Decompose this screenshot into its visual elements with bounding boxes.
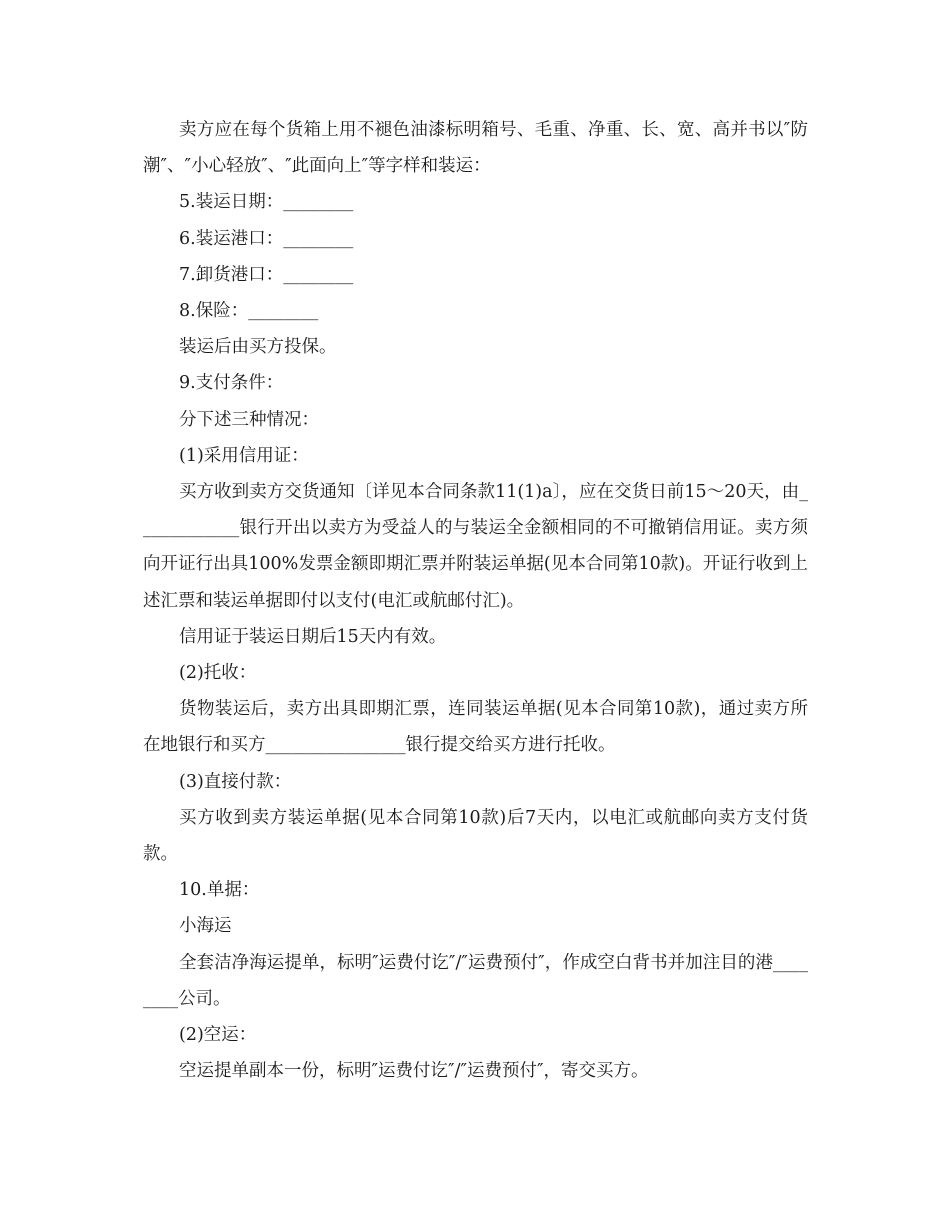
paragraph-port-of-loading: 6.装运港口：________: [179, 228, 354, 249]
document-body: [143, 112, 808, 1089]
paragraph-collection-heading: (2)托收：: [179, 663, 257, 684]
paragraph-shipment-date: 5.装运日期：________: [179, 192, 354, 213]
paragraph-direct-payment-heading: (3)直接付款：: [179, 771, 292, 792]
paragraph-packing-marks: 卖方应在每个货箱上用不褪色油漆标明箱号、毛重、净重、长、宽、高并书以″防潮″、″小心轻放″、″此面向上″等字样和装运：: [143, 120, 808, 177]
paragraph-insurance-note: 装运后由买方投保。: [179, 337, 337, 358]
paragraph-bill-of-lading: 全套洁净海运提单，标明″运费付讫″/″运费预付″，作成空白背书并加注目的港________公司。: [143, 952, 808, 1009]
paragraph-air-freight-heading: (2)空运：: [179, 1025, 257, 1046]
paragraph-direct-payment-body: 买方收到卖方装运单据(见本合同第10款)后7天内，以电汇或航邮向卖方支付货款。: [143, 807, 808, 865]
paragraph-credit-validity: 信用证于装运日期后15天内有效。: [179, 626, 447, 647]
paragraph-documents-heading: 10.单据：: [179, 880, 260, 901]
paragraph-three-cases: 分下述三种情况：: [179, 409, 319, 430]
paragraph-port-of-discharge: 7.卸货港口：________: [179, 264, 354, 285]
paragraph-payment-terms: 9.支付条件：: [179, 373, 284, 394]
paragraph-letter-of-credit-heading: (1)采用信用证：: [179, 445, 309, 466]
paragraph-air-waybill: 空运提单副本一份，标明″运费付讫″/″运费预付″，寄交买方。: [179, 1061, 649, 1082]
paragraph-insurance: 8.保险：________: [179, 301, 319, 322]
paragraph-collection-body: 货物装运后，卖方出具即期汇票，连同装运单据(见本合同第10款)，通过卖方所在地银行和买方________________银行提交给买方进行托收。: [143, 699, 808, 756]
paragraph-letter-of-credit-body: 买方收到卖方交货通知〔详见本合同条款11(1)a〕，应在交货日前15～20天，由____________银行开出以卖方为受益人的与装运全金额相同的不可撤销信用证。卖方须向开证行出具100%发票金额即期汇票并附装运单据(见本合同第10款)。开证行收到上述汇票和装运单据即付以支付(电汇或航邮付汇)。: [143, 482, 808, 611]
paragraph-sea-freight: 小海运: [179, 916, 232, 937]
